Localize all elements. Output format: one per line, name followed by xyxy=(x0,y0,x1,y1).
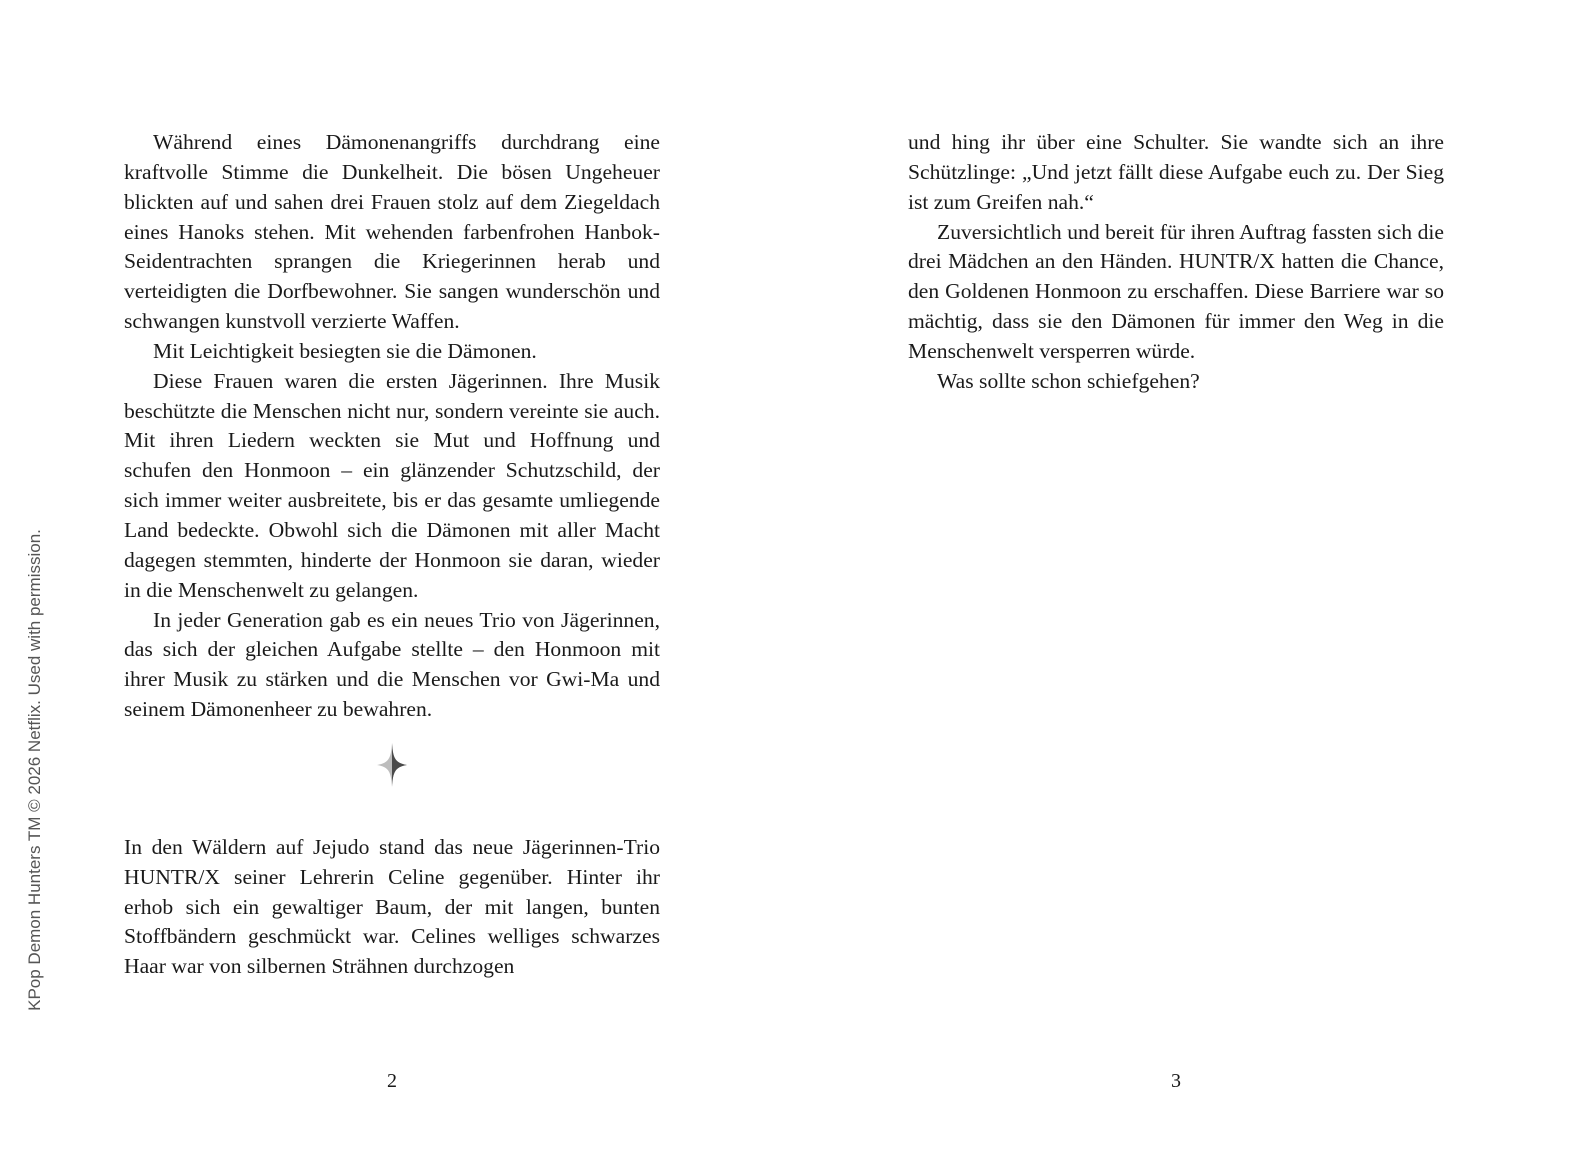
right-page xyxy=(787,0,1575,1151)
paragraph-forest-scene: In den Wäldern auf Jejudo stand das neue Jägerinnen-Trio HUNTR/X seiner Lehrerin Celine gegenüber. Hinter ihr erhob sich ein gewaltiger Baum, der mit langen, bunten Stoffbändern geschmückt war. Celines welliges schwarzes Haar war von silbernen Strähnen durchzogen xyxy=(124,834,660,979)
left-text-column xyxy=(124,128,660,982)
paragraph-first-hunters: Diese Frauen waren die ersten Jägerinnen. Ihre Musik beschützte die Menschen nicht nur, sondern vereinte sie auch. Mit ihren Liedern weckten sie Mut und Hoffnung und schufen den Honmoon – ein glänzender Schutzschild, der sich immer weiter ausbreitete, bis er das gesamte umliegende Land bedeckte. Obwohl sich die Dämonen mit aller Macht dagegen stemmten, hinderte der Honmoon sie daran, wieder in die Menschenwelt zu gelangen. xyxy=(124,368,660,602)
four-point-star-icon xyxy=(377,743,407,787)
page-number-right: 3 xyxy=(1171,1070,1181,1092)
paragraph-each-generation: In jeder Generation gab es ein neues Trio von Jägerinnen, das sich der gleichen Aufgabe stellte – den Honmoon mit ihrer Musik zu stärken und die Menschen vor Gwi-Ma und seinem Dämonenheer zu bewahren. xyxy=(124,607,660,722)
left-page xyxy=(0,0,787,1151)
paragraph-continuation: und hing ihr über eine Schulter. Sie wandte sich an ihre Schützlinge: „Und jetzt fällt diese Aufgabe euch zu. Der Sieg ist zum Greifen nah.“ xyxy=(908,130,1444,214)
paragraph-confident-girls: Zuversichtlich und bereit für ihren Auftrag fassten sich die drei Mädchen an den Händen. HUNTR/X hatten die Chance, den Goldenen Honmoon zu erschaffen. Diese Barriere war so mächtig, dass sie den Dämonen für immer den Weg in die Menschenwelt versperren würde. xyxy=(908,219,1444,363)
right-text-column xyxy=(908,128,1444,397)
copyright-credit: KPop Demon Hunters TM © 2026 Netflix. Used with permission. xyxy=(25,529,44,1011)
paragraph-demon-attack: Während eines Dämonenangriffs durchdrang eine kraftvolle Stimme die Dunkelheit. Die bösen Ungeheuer blickten auf und sahen drei Frauen stolz auf dem Ziegeldach eines Hanoks stehen. Mit wehenden farbenfrohen Hanbok-Seidentrachten sprangen die Kriegerinnen herab und verteidigten die Dorfbewohner. Sie sangen wunderschön und schwangen kunstvoll verzierte Waffen. xyxy=(124,130,660,334)
paragraph-what-could-go-wrong: Was sollte schon schiefgehen? xyxy=(937,368,1200,393)
paragraph-easy-victory: Mit Leichtigkeit besiegten sie die Dämonen. xyxy=(153,338,537,363)
page-number-left: 2 xyxy=(387,1070,397,1092)
